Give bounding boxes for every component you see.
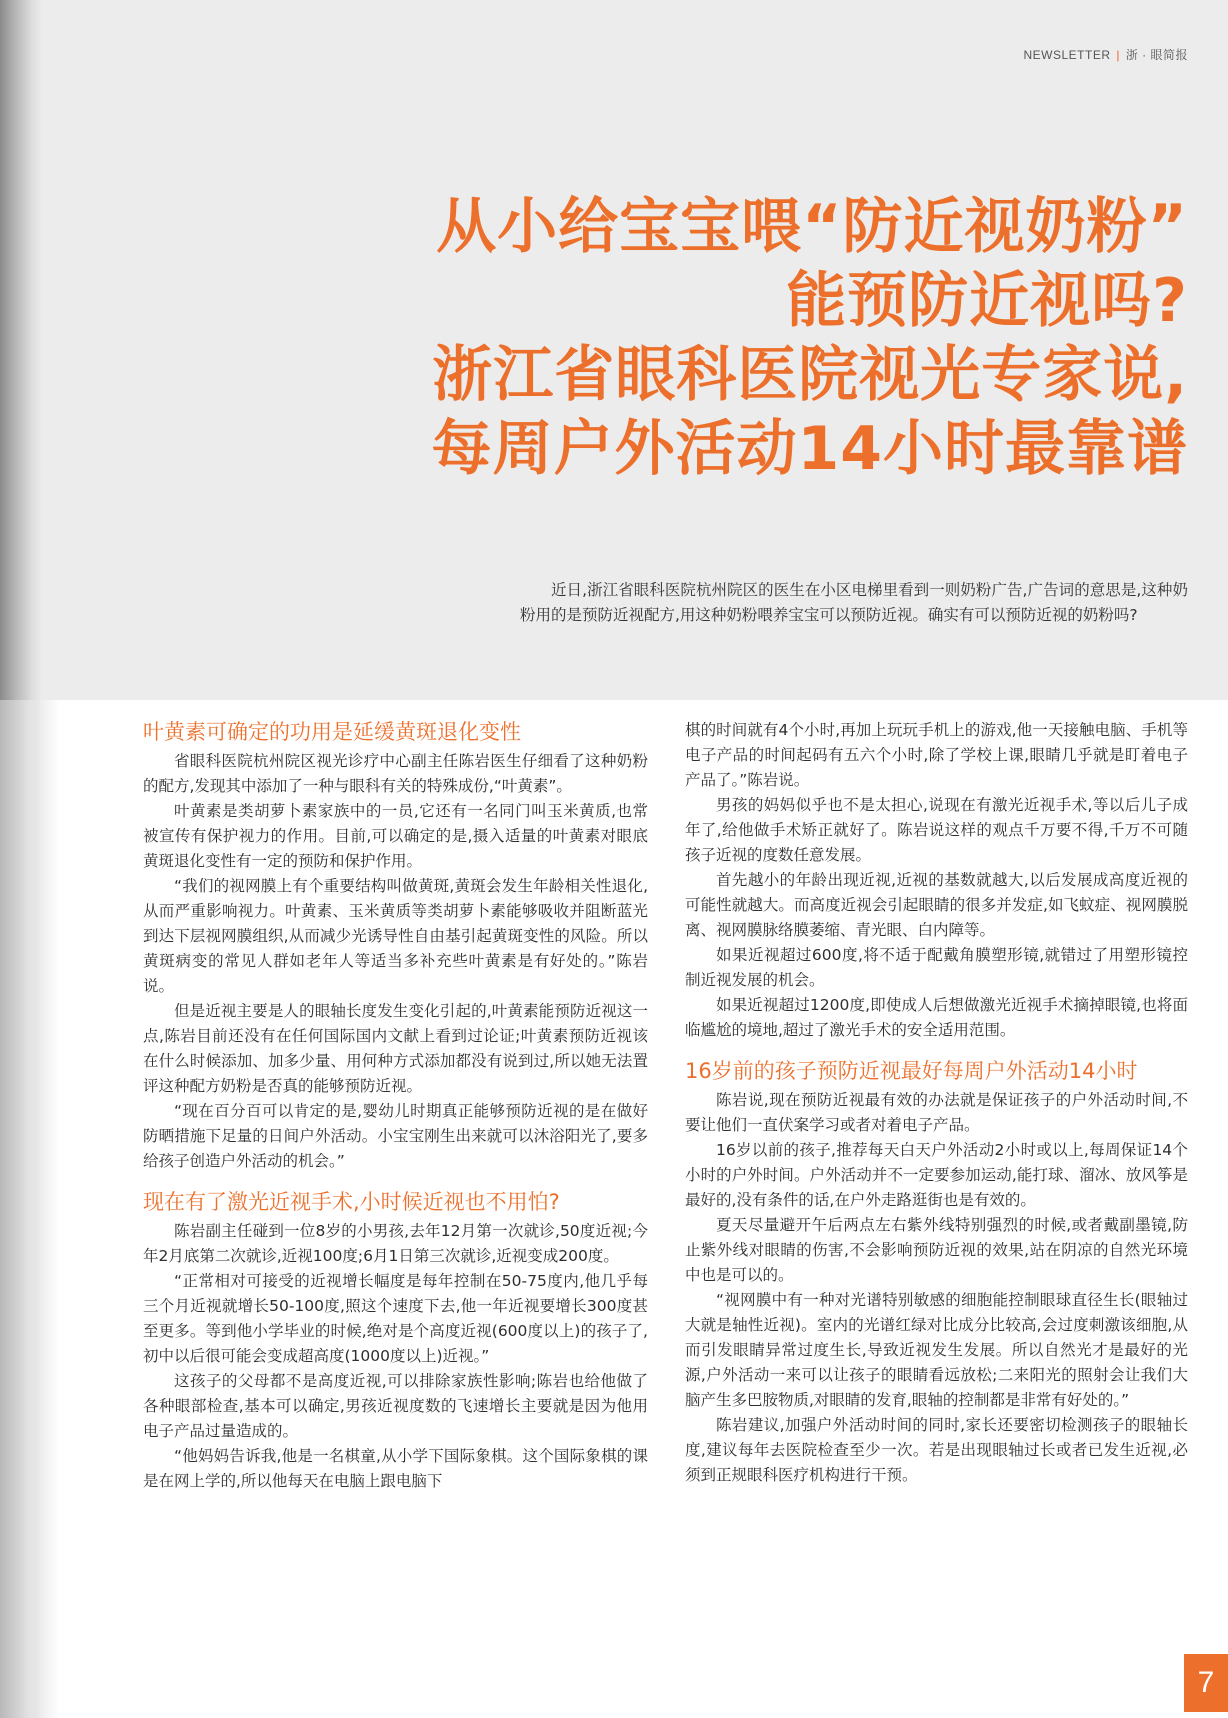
- intro-paragraph: 近日,浙江省眼科医院杭州院区的医生在小区电梯里看到一则奶粉广告,广告词的意思是,这种奶粉用的是预防近视配方,用这种奶粉喂养宝宝可以预防近视。确实有可以预防近视的奶粉吗?: [520, 581, 1188, 624]
- paragraph: “现在百分百可以肯定的是,婴幼儿时期真正能够预防近视的是在做好防晒措施下足量的日间户外活动。小宝宝刚生出来就可以沐浴阳光了,要多给孩子创造户外活动的机会。”: [143, 1102, 648, 1170]
- paragraph: 如果近视超过600度,将不适于配戴角膜塑形镜,就错过了用塑形镜控制近视发展的机会。: [685, 946, 1188, 989]
- paragraph: 陈岩建议,加强户外活动时间的同时,家长还要密切检测孩子的眼轴长度,建议每年去医院检查至少一次。若是出现眼轴过长或者已发生近视,必须到正规眼科医疗机构进行干预。: [685, 1416, 1188, 1484]
- headline-line-3: 浙江省眼科医院视光专家说,: [432, 340, 1188, 410]
- paragraph: 但是近视主要是人的眼轴长度发生变化引起的,叶黄素能预防近视这一点,陈岩目前还没有在任何国际国内文献上看到过论证;叶黄素预防近视该在什么时候添加、加多少量、用何种方式添加都没有说到过,所以她无法置评这种配方奶粉是否真的能够预防近视。: [143, 1002, 648, 1095]
- section-heading-outdoor-activity: 16岁前的孩子预防近视最好每周户外活动14小时: [685, 1059, 1138, 1083]
- page-edge-shadow: [0, 700, 60, 1718]
- page-number: 7: [1184, 1654, 1228, 1712]
- paragraph: 陈岩说,现在预防近视最有效的办法就是保证孩子的户外活动时间,不要让他们一直伏案学习或者对着电子产品。: [685, 1091, 1188, 1134]
- paragraph: “正常相对可接受的近视增长幅度是每年控制在50-75度内,他几乎每三个月近视就增长50-100度,照这个速度下去,他一年近视要增长300度甚至更多。等到他小学毕业的时候,绝对是个高度近视(600度以上)的孩子了,初中以后很可能会变成超高度(1000度以上)近视。”: [143, 1272, 648, 1365]
- paragraph: “他妈妈告诉我,他是一名棋童,从小学下国际象棋。这个国际象棋的课是在网上学的,所以他每天在电脑上跟电脑下: [143, 1447, 648, 1490]
- paragraph: 省眼科医院杭州院区视光诊疗中心副主任陈岩医生仔细看了这种奶粉的配方,发现其中添加了一种与眼科有关的特殊成份,“叶黄素”。: [143, 752, 648, 795]
- paragraph: 如果近视超过1200度,即使成人后想做激光近视手术摘掉眼镜,也将面临尴尬的境地,超过了激光手术的安全适用范围。: [685, 996, 1188, 1039]
- paragraph: “视网膜中有一种对光谱特别敏感的细胞能控制眼球直径生长(眼轴过大就是轴性近视)。室内的光谱红绿对比成分比较高,会过度刺激该细胞,从而引发眼睛异常过度生长,导致近视发生发展。所以自然光才是最好的光源,户外活动一来可以让孩子的眼睛看远放松;二来阳光的照射会让我们大脑产生多巴胺物质,对眼睛的发育,眼轴的控制都是非常有好处的。”: [685, 1291, 1188, 1409]
- paragraph: 男孩的妈妈似乎也不是太担心,说现在有激光近视手术,等以后儿子成年了,给他做手术矫正就好了。陈岩说这样的观点千万要不得,千万不可随孩子近视的度数任意发展。: [685, 796, 1188, 864]
- paragraph: 16岁以前的孩子,推荐每天白天户外活动2小时或以上,每周保证14个小时的户外时间。户外活动并不一定要参加运动,能打球、溜冰、放风筝是最好的,没有条件的话,在户外走路逛街也是有效的。: [685, 1141, 1188, 1209]
- headline-line-1: 从小给宝宝喂“防近视奶粉”: [436, 192, 1188, 262]
- section-heading-lutein: 叶黄素可确定的功用是延缓黄斑退化变性: [143, 720, 521, 744]
- paragraph: 夏天尽量避开午后两点左右紫外线特别强烈的时候,或者戴副墨镜,防止紫外线对眼睛的伤害,不会影响预防近视的效果,站在阴凉的自然光环境中也是可以的。: [685, 1216, 1188, 1284]
- section-heading-laser-surgery: 现在有了激光近视手术,小时候近视也不用怕?: [143, 1190, 560, 1214]
- masthead: [1024, 46, 1189, 63]
- paragraph: 首先越小的年龄出现近视,近视的基数就越大,以后发展成高度近视的可能性就越大。而高度近视会引起眼睛的很多并发症,如飞蚊症、视网膜脱离、视网膜脉络膜萎缩、青光眼、白内障等。: [685, 871, 1188, 939]
- paragraph: 这孩子的父母都不是高度近视,可以排除家族性影响;陈岩也给他做了各种眼部检查,基本可以确定,男孩近视度数的飞速增长主要就是因为他用电子产品过量造成的。: [143, 1372, 648, 1440]
- paragraph-continued: 棋的时间就有4个小时,再加上玩玩手机上的游戏,他一天接触电脑、手机等电子产品的时间起码有五六个小时,除了学校上课,眼睛几乎就是盯着电子产品了。”陈岩说。: [685, 721, 1188, 789]
- headline-line-2: 能预防近视吗?: [786, 266, 1188, 336]
- paragraph: 陈岩副主任碰到一位8岁的小男孩,去年12月第一次就诊,50度近视;今年2月底第二次就诊,近视100度;6月1日第三次就诊,近视变成200度。: [143, 1222, 648, 1265]
- right-column: [685, 718, 1188, 1488]
- article-headline: [288, 190, 1188, 486]
- masthead-separator: |: [1116, 48, 1120, 62]
- masthead-newsletter: NEWSLETTER: [1023, 48, 1111, 62]
- paragraph: 叶黄素是类胡萝卜素家族中的一员,它还有一名同门叫玉米黄质,也常被宣传有保护视力的作用。目前,可以确定的是,摄入适量的叶黄素对眼底黄斑退化变性有一定的预防和保护作用。: [143, 802, 648, 870]
- headline-line-4: 每周户外活动14小时最靠谱: [431, 414, 1188, 484]
- masthead-title: 浙 · 眼简报: [1125, 48, 1188, 62]
- article-intro: [520, 578, 1188, 628]
- paragraph: “我们的视网膜上有个重要结构叫做黄斑,黄斑会发生年龄相关性退化,从而严重影响视力。叶黄素、玉米黄质等类胡萝卜素能够吸收并阻断蓝光到达下层视网膜组织,从而减少光诱导性自由基引起黄斑变性的风险。所以黄斑病变的常见人群如老年人等适当多补充些叶黄素是有好处的。”陈岩说。: [143, 877, 648, 995]
- left-column: [143, 718, 648, 1494]
